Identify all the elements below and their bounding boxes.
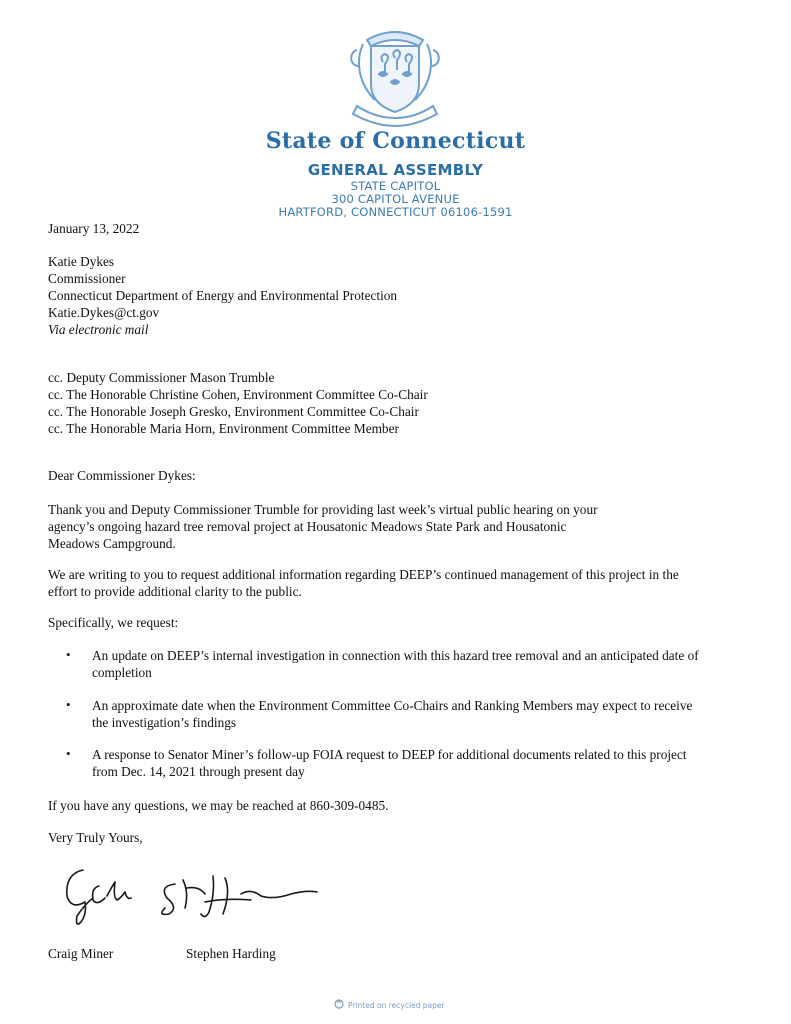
paragraph-line: Meadows Campground.	[48, 536, 176, 551]
signature-stephen-harding	[162, 876, 317, 917]
letterhead-address-line: STATE CAPITOL	[350, 179, 441, 193]
recipient-email: Katie.Dykes@ct.gov	[48, 305, 160, 320]
request-item-line: A response to Senator Miner’s follow-up FOIA request to DEEP for additional documents related to this project	[92, 747, 687, 762]
letter-date: January 13, 2022	[48, 221, 140, 236]
letterhead-assembly: GENERAL ASSEMBLY	[307, 161, 484, 179]
cc-line: cc. Deputy Commissioner Mason Trumble	[48, 370, 275, 385]
recipient-department: Connecticut Department of Energy and Environmental Protection	[48, 288, 398, 303]
recipient-name: Katie Dykes	[48, 254, 115, 269]
closing: Very Truly Yours,	[48, 830, 143, 845]
recipient-delivery: Via electronic mail	[48, 322, 149, 337]
letterhead-address-line: HARTFORD, CONNECTICUT 06106-1591	[278, 205, 513, 219]
state-seal-icon	[345, 22, 445, 132]
signer-name-stephen-harding: Stephen Harding	[186, 946, 276, 961]
signer-name-craig-miner: Craig Miner	[48, 946, 114, 961]
request-item-line: the investigation’s findings	[92, 715, 237, 730]
salutation: Dear Commissioner Dykes:	[48, 468, 196, 483]
closing-question: If you have any questions, we may be reached at 860-309-0485.	[48, 798, 389, 813]
signatures-handwritten	[55, 858, 365, 928]
signature-craig-miner	[67, 870, 131, 924]
paragraph-line: Thank you and Deputy Commissioner Trumble for providing last week’s virtual public hearing on your	[48, 502, 598, 517]
cc-line: cc. The Honorable Christine Cohen, Environment Committee Co-Chair	[48, 387, 428, 402]
paragraph-line: We are writing to you to request additional information regarding DEEP’s continued management of this project in the	[48, 567, 679, 582]
recipient-title: Commissioner	[48, 271, 126, 286]
bullet-marker: •	[66, 746, 71, 761]
paragraph-line: agency’s ongoing hazard tree removal project at Housatonic Meadows State Park and Housatonic	[48, 519, 567, 534]
recycle-icon	[334, 999, 344, 1009]
request-item-line: completion	[92, 665, 152, 680]
bullet-marker: •	[66, 697, 71, 712]
letterhead-state-name: State of Connecticut	[265, 128, 526, 154]
request-intro: Specifically, we request:	[48, 615, 179, 630]
cc-line: cc. The Honorable Maria Horn, Environment Committee Member	[48, 421, 399, 436]
cc-line: cc. The Honorable Joseph Gresko, Environment Committee Co-Chair	[48, 404, 419, 419]
paragraph-line: effort to provide additional clarity to the public.	[48, 584, 302, 599]
recycled-paper-note: Printed on recycled paper	[348, 1001, 445, 1010]
request-item-line: from Dec. 14, 2021 through present day	[92, 764, 305, 779]
letterhead-address-line: 300 CAPITOL AVENUE	[331, 192, 460, 206]
request-item-line: An update on DEEP’s internal investigation in connection with this hazard tree removal and an anticipated date of	[92, 648, 699, 663]
bullet-marker: •	[66, 647, 71, 662]
request-item-line: An approximate date when the Environment Committee Co-Chairs and Ranking Members may expect to receive	[92, 698, 693, 713]
